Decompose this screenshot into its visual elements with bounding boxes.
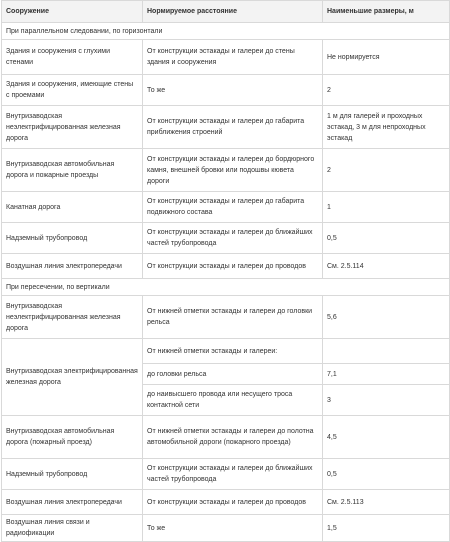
table-row — [2, 223, 450, 254]
section-heading-row — [2, 279, 450, 296]
table-row — [2, 339, 450, 364]
cell-structure: Воздушная линия электропередачи — [2, 254, 143, 279]
cell-size: 1 — [323, 192, 450, 223]
cell-size: 4,5 — [323, 416, 450, 459]
cell-structure: Канатная дорога — [2, 192, 143, 223]
cell-distance: до наивысшего провода или несущего троса контактной сети — [143, 385, 323, 416]
cell-size: 2 — [323, 149, 450, 192]
cell-size: 2 — [323, 75, 450, 106]
cell-size: 1,5 — [323, 515, 450, 542]
table-row — [2, 296, 450, 339]
header-structure: Сооружение — [2, 1, 143, 23]
table-row — [2, 40, 450, 75]
cell-size: См. 2.5.114 — [323, 254, 450, 279]
table-row — [2, 106, 450, 149]
table-row — [2, 149, 450, 192]
cell-distance: От конструкции эстакады и галереи до габарита подвижного состава — [143, 192, 323, 223]
table-row — [2, 192, 450, 223]
cell-distance: От нижней отметки эстакады и галереи до полотна автомобильной дороги (пожарного проезда) — [143, 416, 323, 459]
cell-distance: От конструкции эстакады и галереи до проводов — [143, 490, 323, 515]
cell-structure: Внутризаводская неэлектрифицированная железная дорога — [2, 296, 143, 339]
cell-structure: Воздушная линия электропередачи — [2, 490, 143, 515]
section-heading-row — [2, 23, 450, 40]
table-row — [2, 416, 450, 459]
table-row — [2, 459, 450, 490]
cell-structure: Внутризаводская автомобильная дорога (пожарный проезд) — [2, 416, 143, 459]
cell-size: 7,1 — [323, 364, 450, 385]
cell-structure: Надземный трубопровод — [2, 223, 143, 254]
cell-size: 0,5 — [323, 223, 450, 254]
cell-structure: Воздушная линия связи и радиофикации — [2, 515, 143, 542]
header-distance: Нормируемое расстояние — [143, 1, 323, 23]
distances-table — [1, 0, 450, 542]
table-row — [2, 490, 450, 515]
cell-structure: Внутризаводская электрифицированная железная дорога — [2, 339, 143, 416]
cell-distance: От конструкции эстакады и галереи до стены здания и сооружения — [143, 40, 323, 75]
cell-distance: От конструкции эстакады и галереи до бордюрного камня, внешней бровки или подошвы кювета дороги — [143, 149, 323, 192]
cell-structure: Внутризаводская автомобильная дорога и пожарные проезды — [2, 149, 143, 192]
cell-structure: Здания и сооружения с глухими стенами — [2, 40, 143, 75]
cell-structure: Надземный трубопровод — [2, 459, 143, 490]
cell-distance: То же — [143, 515, 323, 542]
cell-size: 1 м для галерей и проходных эстакад, 3 м для непроходных эстакад — [323, 106, 450, 149]
cell-distance: То же — [143, 75, 323, 106]
cell-size: 3 — [323, 385, 450, 416]
cell-distance: От нижней отметки эстакады и галереи до головки рельса — [143, 296, 323, 339]
cell-size: См. 2.5.113 — [323, 490, 450, 515]
table-row — [2, 515, 450, 542]
cell-size: 0,5 — [323, 459, 450, 490]
table-row — [2, 254, 450, 279]
cell-distance: От конструкции эстакады и галереи до проводов — [143, 254, 323, 279]
cell-distance: От конструкции эстакады и галереи до габарита приближения строений — [143, 106, 323, 149]
cell-size: Не нормируется — [323, 40, 450, 75]
section-title: При пересечении, по вертикали — [2, 279, 450, 296]
cell-structure: Внутризаводская неэлектрифицированная железная дорога — [2, 106, 143, 149]
cell-structure: Здания и сооружения, имеющие стены с проемами — [2, 75, 143, 106]
table-header-row — [2, 1, 450, 23]
cell-size: 5,6 — [323, 296, 450, 339]
cell-distance: От конструкции эстакады и галереи до ближайших частей трубопровода — [143, 223, 323, 254]
section-title: При параллельном следовании, по горизонтали — [2, 23, 450, 40]
table-row — [2, 75, 450, 106]
cell-distance: От конструкции эстакады и галереи до ближайших частей трубопровода — [143, 459, 323, 490]
cell-distance: до головки рельса — [143, 364, 323, 385]
header-size: Наименьшие размеры, м — [323, 1, 450, 23]
cell-distance: От нижней отметки эстакады и галереи: — [143, 339, 323, 364]
cell-size — [323, 339, 450, 364]
